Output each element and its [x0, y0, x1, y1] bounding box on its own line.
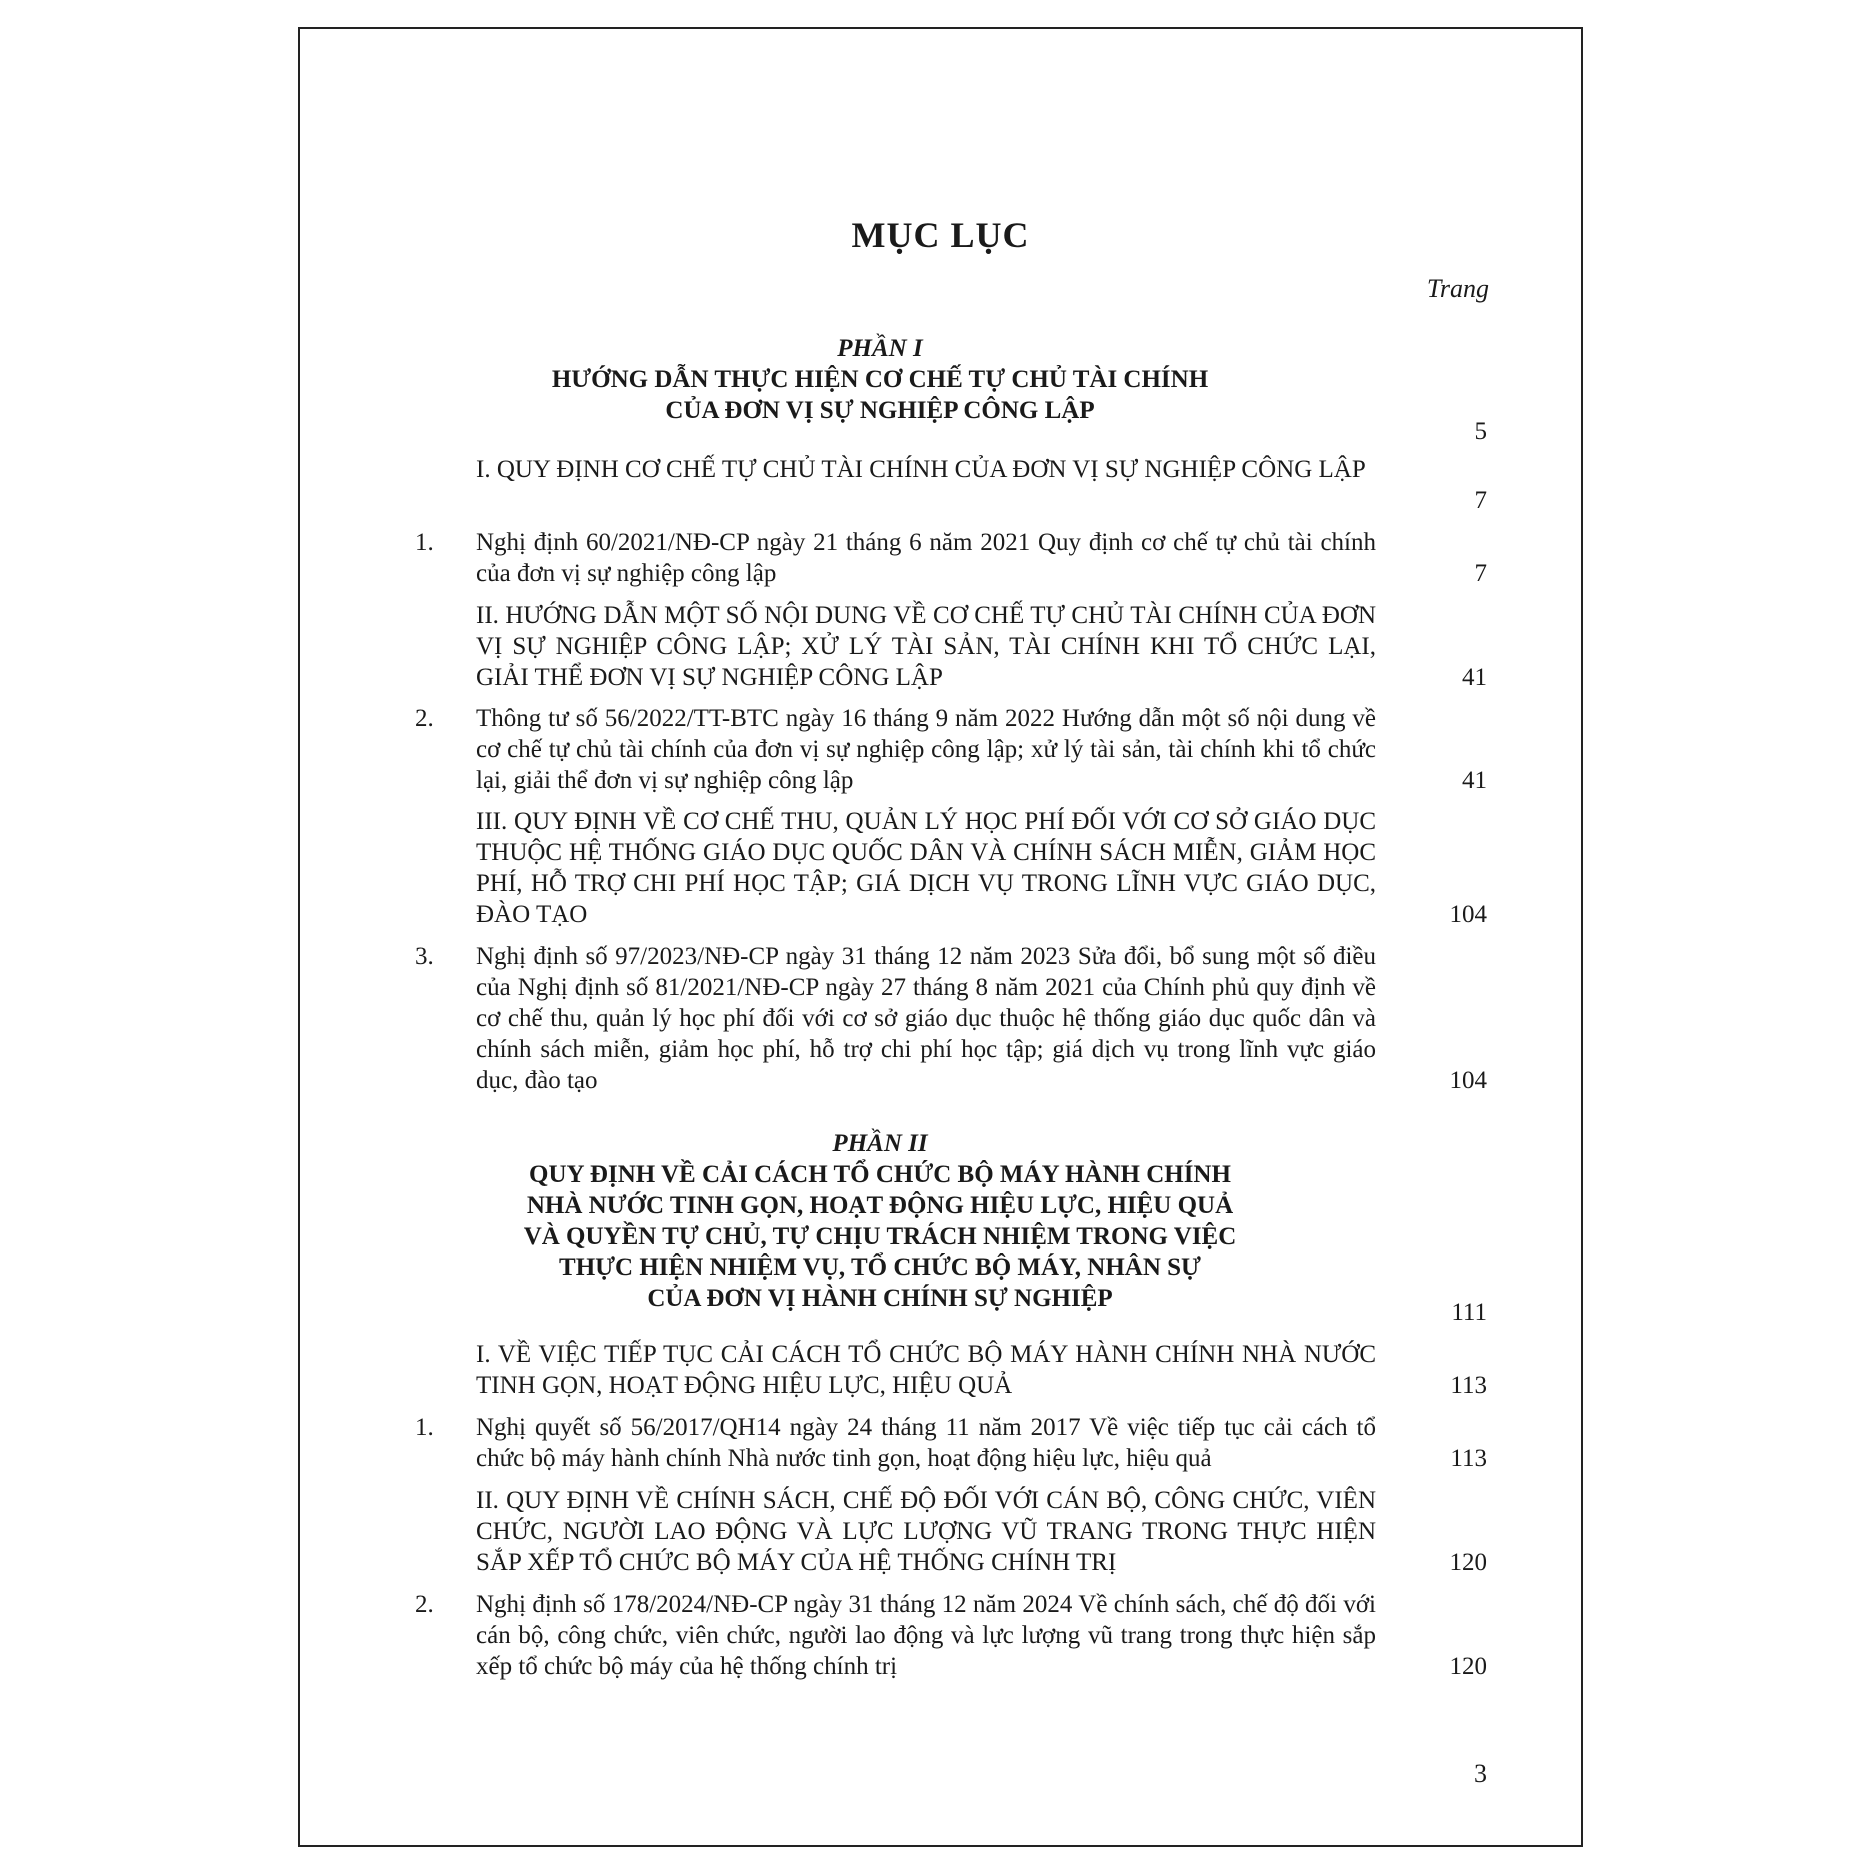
entry-page: 113: [1450, 1445, 1487, 1472]
entry-page: 7: [1474, 560, 1487, 587]
entry-page: 104: [1449, 1067, 1487, 1094]
page-title: MỤC LỤC: [851, 215, 1030, 255]
part-title-line: CỦA ĐƠN VỊ HÀNH CHÍNH SỰ NGHIỆP: [647, 1285, 1113, 1312]
part-title-line: THỰC HIỆN NHIỆM VỤ, TỔ CHỨC BỘ MÁY, NHÂN SỰ: [559, 1254, 1201, 1281]
part-page-number: 5: [1474, 418, 1487, 445]
entry-number: 2.: [415, 1591, 434, 1618]
entry-text: I. QUY ĐỊNH CƠ CHẾ TỰ CHỦ TÀI CHÍNH CỦA ĐƠN VỊ SỰ NGHIỆP CÔNG LẬP: [476, 456, 1366, 483]
entry-text: II. QUY ĐỊNH VỀ CHÍNH SÁCH, CHẾ ĐỘ ĐỐI VỚI CÁN BỘ, CÔNG CHỨC, VIÊN CHỨC, NGƯỜI LAO ĐỘNG VÀ LỰC LƯỢNG VŨ TRANG TRONG THỰC HIỆN SẮP XẾP TỔ CHỨC BỘ MÁY CỦA HỆ THỐNG CHÍNH TRỊ: [476, 1487, 1376, 1576]
entry-page: 104: [1449, 901, 1487, 928]
entry-number: 3.: [415, 943, 434, 970]
entry-page: 120: [1449, 1549, 1487, 1576]
part-title-line: CỦA ĐƠN VỊ SỰ NGHIỆP CÔNG LẬP: [665, 397, 1095, 424]
part-title-line: NHÀ NƯỚC TINH GỌN, HOẠT ĐỘNG HIỆU LỰC, HIỆU QUẢ: [526, 1192, 1234, 1219]
entry-text: I. VỀ VIỆC TIẾP TỤC CẢI CÁCH TỔ CHỨC BỘ MÁY HÀNH CHÍNH NHÀ NƯỚC TINH GỌN, HOẠT ĐỘNG HIỆU LỰC, HIỆU QUẢ: [476, 1341, 1376, 1399]
part-label: PHẦN II: [832, 1130, 928, 1157]
entry-number: 1.: [415, 529, 434, 556]
entry-page: 7: [1474, 487, 1487, 514]
entry-page: 113: [1450, 1372, 1487, 1399]
part-label: PHẦN I: [837, 335, 923, 362]
entry-page: 120: [1449, 1653, 1487, 1680]
part-title-line: QUY ĐỊNH VỀ CẢI CÁCH TỔ CHỨC BỘ MÁY HÀNH CHÍNH: [529, 1161, 1231, 1188]
entry-text: III. QUY ĐỊNH VỀ CƠ CHẾ THU, QUẢN LÝ HỌC PHÍ ĐỐI VỚI CƠ SỞ GIÁO DỤC THUỘC HỆ THỐNG GIÁO DỤC QUỐC DÂN VÀ CHÍNH SÁCH MIỄN, GIẢM HỌC PHÍ, HỖ TRỢ CHI PHÍ HỌC TẬP; GIÁ DỊCH VỤ TRONG LĨNH VỰC GIÁO DỤC, ĐÀO TẠO: [476, 808, 1376, 928]
part-title-line: HƯỚNG DẪN THỰC HIỆN CƠ CHẾ TỰ CHỦ TÀI CHÍNH: [551, 366, 1209, 393]
entry-text: Nghị quyết số 56/2017/QH14 ngày 24 tháng 11 năm 2017 Về việc tiếp tục cải cách tổ chức bộ máy hành chính Nhà nước tinh gọn, hoạt động hiệu lực, hiệu quả: [476, 1414, 1376, 1472]
page-column-label: Trang: [1426, 274, 1489, 303]
entry-text: Nghị định số 97/2023/NĐ-CP ngày 31 tháng 12 năm 2023 Sửa đổi, bổ sung một số điều của Nghị định số 81/2021/NĐ-CP ngày 27 tháng 8 năm 2021 của Chính phủ quy định về cơ chế thu, quản lý học phí đối với cơ sở giáo dục thuộc hệ thống giáo dục quốc dân và chính sách miễn, giảm học phí, hỗ trợ chi phí học tập; giá dịch vụ trong lĩnh vực giáo dục, đào tạo: [476, 943, 1376, 1094]
part-page-number: 111: [1451, 1299, 1487, 1326]
entry-text: Thông tư số 56/2022/TT-BTC ngày 16 tháng 9 năm 2022 Hướng dẫn một số nội dung về cơ chế tự chủ tài chính của đơn vị sự nghiệp công lập; xử lý tài sản, tài chính khi tổ chức lại, giải thể đơn vị sự nghiệp công lập: [476, 705, 1376, 794]
entry-number: 2.: [415, 705, 434, 732]
entry-text: Nghị định số 178/2024/NĐ-CP ngày 31 tháng 12 năm 2024 Về chính sách, chế độ đối với cán bộ, công chức, viên chức, người lao động và lực lượng vũ trang trong thực hiện sắp xếp tổ chức bộ máy của hệ thống chính trị: [476, 1591, 1376, 1680]
entry-text: II. HƯỚNG DẪN MỘT SỐ NỘI DUNG VỀ CƠ CHẾ TỰ CHỦ TÀI CHÍNH CỦA ĐƠN VỊ SỰ NGHIỆP CÔNG LẬP; XỬ LÝ TÀI SẢN, TÀI CHÍNH KHI TỔ CHỨC LẠI, GIẢI THỂ ĐƠN VỊ SỰ NGHIỆP CÔNG LẬP: [476, 602, 1376, 691]
part-heading: [480, 334, 1280, 426]
page-number: 3: [1474, 1759, 1487, 1788]
entry-page: 41: [1462, 664, 1487, 691]
entry-page: 41: [1462, 767, 1487, 794]
part-heading: [480, 1129, 1280, 1314]
entry-text: Nghị định 60/2021/NĐ-CP ngày 21 tháng 6 năm 2021 Quy định cơ chế tự chủ tài chính của đơn vị sự nghiệp công lập: [476, 529, 1376, 587]
document-page: [298, 27, 1583, 1847]
part-title-line: VÀ QUYỀN TỰ CHỦ, TỰ CHỊU TRÁCH NHIỆM TRONG VIỆC: [523, 1223, 1237, 1250]
entry-number: 1.: [415, 1414, 434, 1441]
